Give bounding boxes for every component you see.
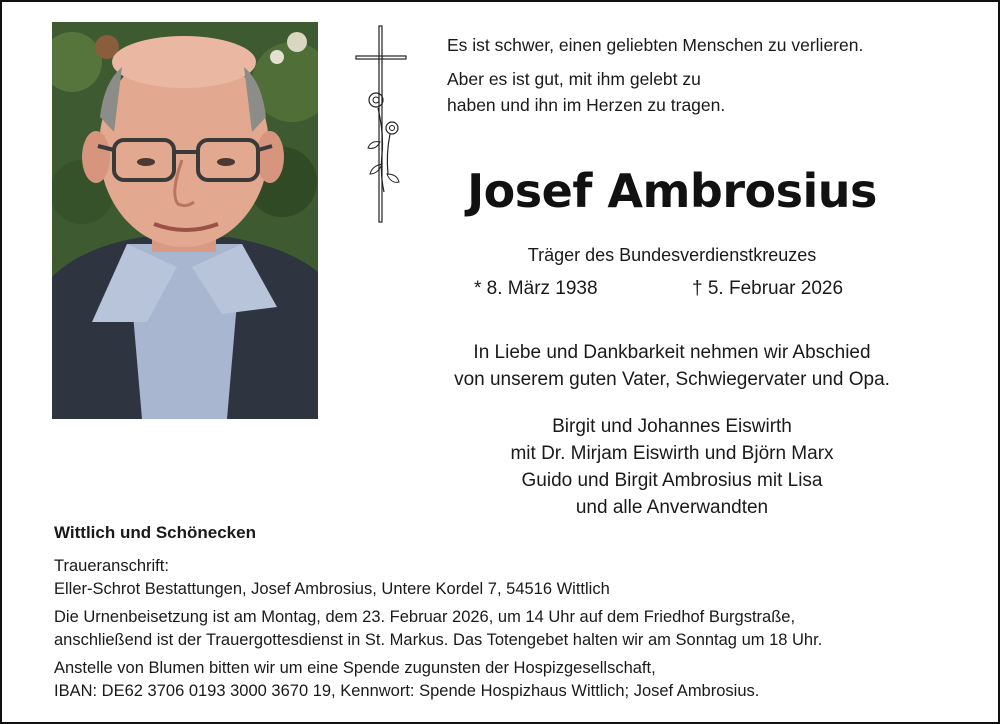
portrait-photo [52, 22, 318, 419]
death-date: † 5. Februar 2026 [692, 278, 844, 299]
cross-with-roses-icon [354, 24, 410, 224]
farewell-line: von unserem guten Vater, Schwiegervater und Opa. [454, 369, 890, 390]
mourner-line: Birgit und Johannes Eiswirth [552, 416, 792, 437]
donation-line: IBAN: DE62 3706 0193 3000 3670 19, Kennwort: Spende Hospizhaus Wittlich; Josef Ambrosius. [54, 682, 760, 700]
service-line: Die Urnenbeisetzung ist am Montag, dem 23. Februar 2026, um 14 Uhr auf dem Friedhof Burgstraße, [54, 608, 796, 626]
mourner-line: mit Dr. Mirjam Eiswirth und Björn Marx [510, 443, 834, 464]
farewell-line: In Liebe und Dankbarkeit nehmen wir Abschied [473, 342, 871, 363]
quote-line-1: Es ist schwer, einen geliebten Menschen zu verlieren. [447, 35, 864, 55]
farewell-text [392, 339, 952, 393]
funeral-details [54, 555, 984, 708]
birth-date: * 8. März 1938 [474, 278, 598, 299]
address-value: Eller-Schrot Bestattungen, Josef Ambrosius, Untere Kordel 7, 54516 Wittlich [54, 580, 610, 598]
portrait-icon [52, 22, 318, 419]
mourner-line: Guido und Birgit Ambrosius mit Lisa [521, 470, 823, 491]
mourners-list [392, 413, 952, 521]
memorial-quote [447, 32, 967, 126]
address-label: Traueranschrift: [54, 557, 169, 575]
service-line: anschließend ist der Trauergottesdienst in St. Markus. Das Totengebet halten wir am Sonntag um 18 Uhr. [54, 631, 823, 649]
donation-line: Anstelle von Blumen bitten wir um eine Spende zugunsten der Hospizgesellschaft, [54, 659, 656, 677]
location-heading: Wittlich und Schönecken [54, 523, 256, 542]
mourner-line: und alle Anverwandten [575, 497, 769, 518]
deceased-name: Josef Ambrosius [467, 164, 877, 218]
quote-line-3: haben und ihn im Herzen zu tragen. [447, 95, 726, 115]
quote-line-2: Aber es ist gut, mit ihm gelebt zu [447, 69, 701, 89]
honor-title: Träger des Bundesverdienstkreuzes [527, 245, 817, 265]
